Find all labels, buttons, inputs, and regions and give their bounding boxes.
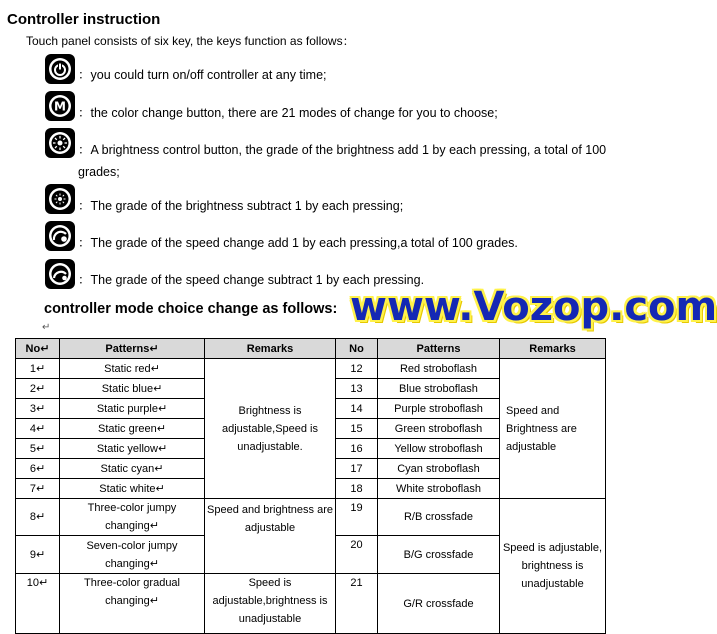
- mode-number: 8↵: [16, 499, 60, 536]
- brightness-down-icon: [45, 184, 75, 214]
- mode-pattern: White stroboflash: [378, 479, 500, 499]
- mode-number: 15: [336, 419, 378, 439]
- mode-pattern: Static yellow↵: [60, 439, 205, 459]
- mode-number: 1↵: [16, 359, 60, 379]
- intro-text: Touch panel consists of six key, the keys function as follows：: [26, 34, 355, 48]
- mode-pattern: Static blue↵: [60, 379, 205, 399]
- mode-m-icon: [45, 91, 75, 121]
- key-description-speed-down: ：The grade of the speed change subtract 1 by each pressing.: [78, 273, 425, 287]
- mode-number: 14: [336, 399, 378, 419]
- svg-text:M: M: [54, 99, 66, 114]
- mode-pattern: Static white↵: [60, 479, 205, 499]
- key-description-brightness-down: ：The grade of the brightness subtract 1 by each pressing;: [78, 199, 404, 213]
- header-no: No: [336, 339, 378, 359]
- mode-number: 13: [336, 379, 378, 399]
- mode-pattern: Purple stroboflash: [378, 399, 500, 419]
- mode-pattern: Static green↵: [60, 419, 205, 439]
- header-remarks: Remarks: [500, 339, 606, 359]
- mode-pattern: G/R crossfade: [378, 574, 500, 634]
- header-no: No↵: [16, 339, 60, 359]
- mode-pattern: B/G crossfade: [378, 536, 500, 574]
- table-row: [16, 499, 606, 536]
- mode-pattern: R/B crossfade: [378, 499, 500, 536]
- paragraph-mark: ↵: [42, 322, 51, 333]
- mode-remarks: Brightness is adjustable,Speed is unadjustable.: [205, 359, 336, 499]
- key-description-mode: ：the color change button, there are 21 modes of change for you to choose;: [78, 106, 498, 120]
- mode-pattern: Cyan stroboflash: [378, 459, 500, 479]
- mode-pattern: Static cyan↵: [60, 459, 205, 479]
- header-patterns: Patterns↵: [60, 339, 205, 359]
- key-description-power: ：you could turn on/off controller at any time;: [78, 68, 327, 82]
- mode-pattern: Blue stroboflash: [378, 379, 500, 399]
- mode-pattern: Seven-color jumpy changing↵: [60, 536, 205, 574]
- mode-number: 20: [336, 536, 378, 574]
- mode-number: 16: [336, 439, 378, 459]
- mode-number: 21: [336, 574, 378, 634]
- mode-number: 7↵: [16, 479, 60, 499]
- mode-pattern: Static purple↵: [60, 399, 205, 419]
- speed-down-icon: [45, 259, 75, 289]
- mode-remarks: Speed is adjustable,brightness is unadjustable: [205, 574, 336, 634]
- mode-number: 12: [336, 359, 378, 379]
- mode-pattern: Three-color gradual changing↵: [60, 574, 205, 634]
- power-icon: [45, 54, 75, 84]
- table-header-row: [16, 339, 606, 359]
- mode-number: 4↵: [16, 419, 60, 439]
- mode-number: 3↵: [16, 399, 60, 419]
- table-row: [16, 359, 606, 379]
- mode-number: 17: [336, 459, 378, 479]
- brightness-up-icon: [45, 128, 75, 158]
- mode-remarks: Speed and brightness are adjustable: [205, 499, 336, 574]
- speed-up-icon: [45, 221, 75, 251]
- mode-table-title: controller mode choice change as follows:: [44, 301, 338, 317]
- mode-pattern: Red stroboflash: [378, 359, 500, 379]
- header-remarks: Remarks: [205, 339, 336, 359]
- mode-number: 18: [336, 479, 378, 499]
- page-title: Controller instruction: [7, 11, 161, 28]
- mode-pattern: Yellow stroboflash: [378, 439, 500, 459]
- mode-pattern: Green stroboflash: [378, 419, 500, 439]
- mode-number: 5↵: [16, 439, 60, 459]
- header-patterns: Patterns: [378, 339, 500, 359]
- mode-pattern: Static red↵: [60, 359, 205, 379]
- mode-number: 9↵: [16, 536, 60, 574]
- mode-number: 10↵: [16, 574, 60, 634]
- mode-remarks: Speed is adjustable, brightness is unadjustable: [500, 499, 606, 634]
- key-description-brightness-up: ：A brightness control button, the grade of the brightness add 1 by each pressing, a total of 100 grades;: [78, 143, 607, 179]
- key-description-speed-up: ：The grade of the speed change add 1 by each pressing,a total of 100 grades.: [78, 236, 518, 250]
- mode-table: [15, 338, 606, 634]
- mode-number: 19: [336, 499, 378, 536]
- mode-pattern: Three-color jumpy changing↵: [60, 499, 205, 536]
- mode-number: 2↵: [16, 379, 60, 399]
- mode-remarks: Speed and Brightness are adjustable: [500, 359, 606, 499]
- mode-number: 6↵: [16, 459, 60, 479]
- watermark: www.Vozop.com: [350, 284, 717, 330]
